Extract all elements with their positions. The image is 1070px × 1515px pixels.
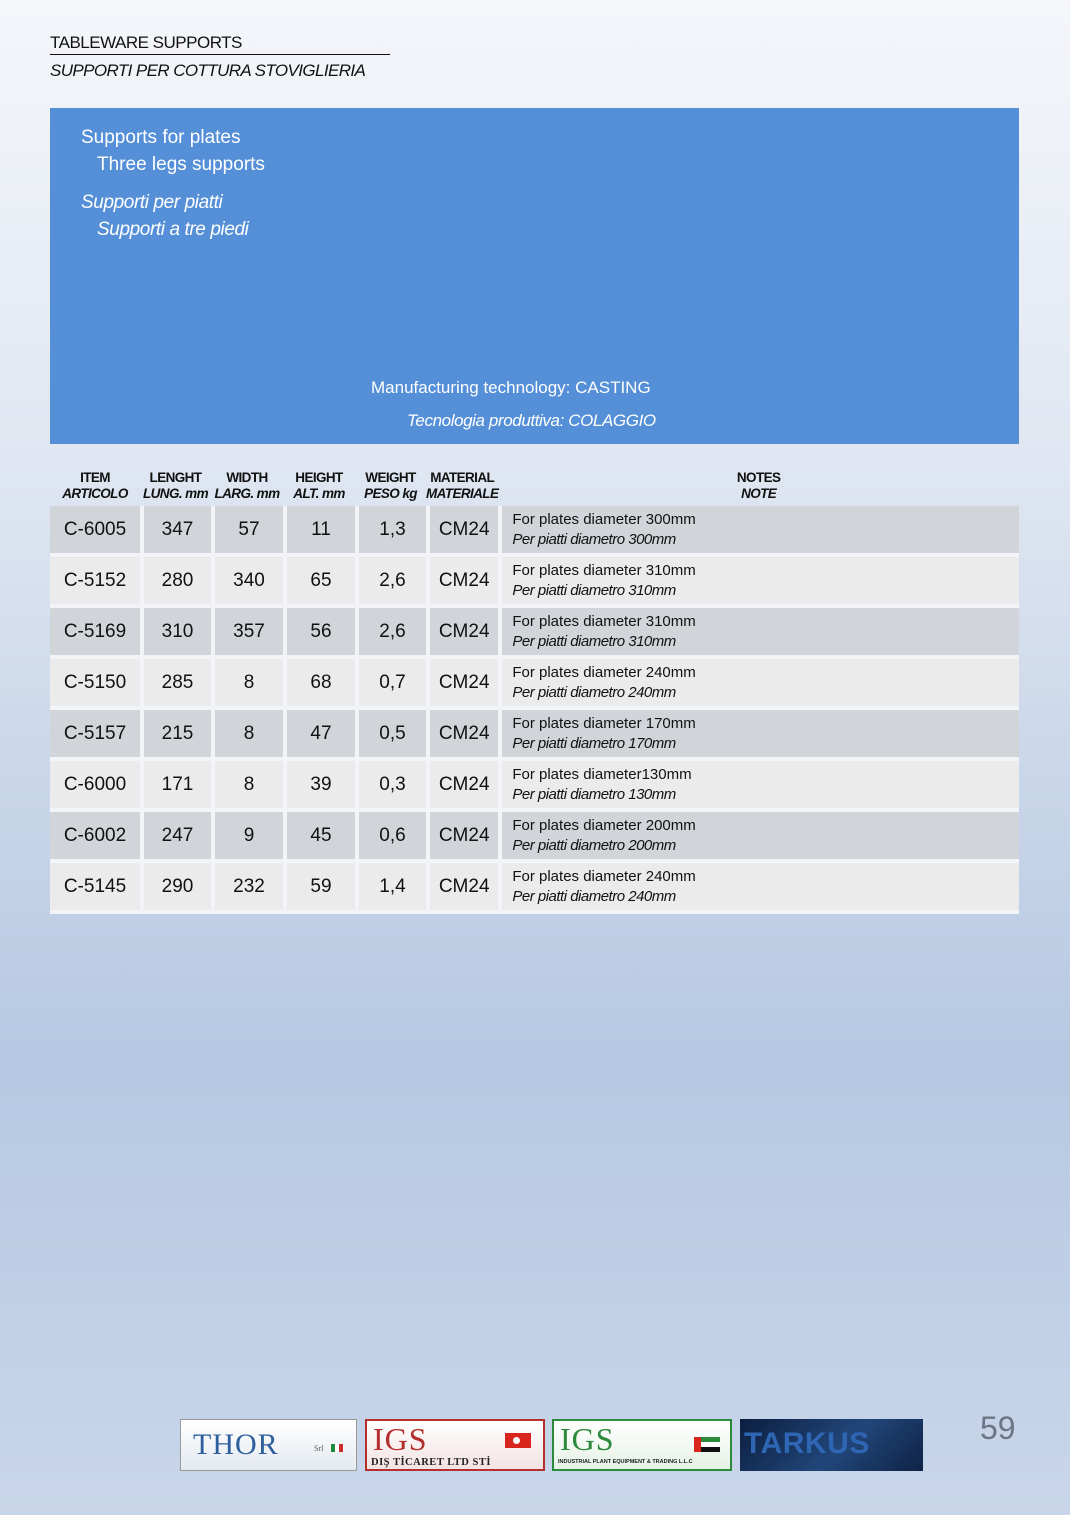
note-en: For plates diameter 240mm [512,867,696,885]
table-header-row [50,468,1019,506]
material-value: CM24 [426,863,498,914]
notes-cell [498,557,1019,608]
table-row [50,608,1019,659]
item-code: C-6000 [50,761,140,812]
column-header-weight: WEIGHT PESO kg [364,470,417,501]
item-code: C-5145 [50,863,140,914]
note-it: Per piatti diametro 240mm [512,683,676,701]
product-banner [50,108,1019,444]
weight-value: 0,3 [355,761,426,812]
height-value: 68 [283,659,355,710]
italy-flag-icon [331,1444,343,1452]
note-en: For plates diameter130mm [512,765,692,783]
length-value: 280 [140,557,211,608]
table-row [50,506,1019,557]
note-it: Per piatti diametro 300mm [512,530,676,548]
height-value: 11 [283,506,355,557]
width-value: 8 [211,761,283,812]
igs-turkey-logo [365,1419,545,1471]
page-subtitle: SUPPORTI PER COTTURA STOVIGLIERIA [50,61,366,80]
height-value: 39 [283,761,355,812]
page-number: 59 [980,1410,1016,1446]
weight-value: 1,3 [355,506,426,557]
igs-turkey-logo-text: IGS [373,1421,428,1457]
note-it: Per piatti diametro 310mm [512,632,676,650]
note-en: For plates diameter 310mm [512,612,696,630]
column-header-height: HEIGHT ALT. mm [293,470,345,501]
igs-uae-logo-text: IGS [560,1421,615,1457]
banner-line-4: Supporti a tre piedi [97,219,249,240]
height-value: 65 [283,557,355,608]
weight-value: 2,6 [355,608,426,659]
turkey-flag-icon [505,1433,531,1448]
width-value: 9 [211,812,283,863]
width-value: 8 [211,710,283,761]
note-en: For plates diameter 200mm [512,816,696,834]
product-table [50,468,1019,914]
length-value: 247 [140,812,211,863]
length-value: 171 [140,761,211,812]
column-header-item: ITEM ARTICOLO [62,470,128,501]
table-row [50,812,1019,863]
notes-cell [498,659,1019,710]
item-code: C-6005 [50,506,140,557]
banner-line-1: Supports for plates [81,127,241,148]
note-en: For plates diameter 300mm [512,510,696,528]
item-code: C-6002 [50,812,140,863]
column-header-length: LENGHT LUNG. mm [143,470,208,501]
table-row [50,863,1019,914]
width-value: 340 [211,557,283,608]
page-title: TABLEWARE SUPPORTS [50,33,390,55]
note-it: Per piatti diametro 170mm [512,734,676,752]
height-value: 45 [283,812,355,863]
height-value: 56 [283,608,355,659]
notes-cell [498,608,1019,659]
note-en: For plates diameter 240mm [512,663,696,681]
material-value: CM24 [426,608,498,659]
manufacturing-technology-en: Manufacturing technology: CASTING [371,378,651,397]
note-it: Per piatti diametro 310mm [512,581,676,599]
width-value: 57 [211,506,283,557]
igs-uae-logo [552,1419,732,1471]
note-it: Per piatti diametro 200mm [512,836,676,854]
column-header-width: WIDTH LARG. mm [214,470,280,501]
material-value: CM24 [426,710,498,761]
thor-logo [180,1419,357,1471]
note-en: For plates diameter 310mm [512,561,696,579]
note-it: Per piatti diametro 240mm [512,887,676,905]
length-value: 347 [140,506,211,557]
material-value: CM24 [426,812,498,863]
weight-value: 0,5 [355,710,426,761]
banner-line-3: Supporti per piatti [81,192,223,213]
item-code: C-5169 [50,608,140,659]
notes-cell [498,761,1019,812]
notes-cell [498,506,1019,557]
igs-uae-logo-subtitle: INDUSTRIAL PLANT EQUIPMENT & TRADING L.L.C [558,1459,693,1465]
length-value: 215 [140,710,211,761]
banner-line-2: Three legs supports [97,154,265,175]
notes-cell [498,710,1019,761]
item-code: C-5150 [50,659,140,710]
weight-value: 0,7 [355,659,426,710]
weight-value: 0,6 [355,812,426,863]
table-row [50,710,1019,761]
notes-cell [498,863,1019,914]
tarkus-logo-text: TARKUS [744,1427,870,1460]
width-value: 8 [211,659,283,710]
length-value: 310 [140,608,211,659]
length-value: 290 [140,863,211,914]
tarkus-logo [740,1419,923,1471]
manufacturing-technology-it: Tecnologia produttiva: COLAGGIO [407,411,656,430]
table-row [50,659,1019,710]
weight-value: 1,4 [355,863,426,914]
material-value: CM24 [426,557,498,608]
column-header-material: MATERIAL MATERIALE [426,470,499,501]
width-value: 232 [211,863,283,914]
uae-flag-icon [694,1437,720,1452]
column-header-notes: NOTES NOTE [736,470,781,501]
material-value: CM24 [426,506,498,557]
length-value: 285 [140,659,211,710]
table-row [50,557,1019,608]
weight-value: 2,6 [355,557,426,608]
height-value: 59 [283,863,355,914]
item-code: C-5157 [50,710,140,761]
thor-logo-text: THOR [193,1428,279,1461]
height-value: 47 [283,710,355,761]
table-row [50,761,1019,812]
thor-logo-suffix: Srl [314,1444,324,1453]
material-value: CM24 [426,761,498,812]
notes-cell [498,812,1019,863]
width-value: 357 [211,608,283,659]
igs-turkey-logo-subtitle: DIŞ TİCARET LTD STİ [371,1457,491,1468]
item-code: C-5152 [50,557,140,608]
material-value: CM24 [426,659,498,710]
note-it: Per piatti diametro 130mm [512,785,676,803]
note-en: For plates diameter 170mm [512,714,696,732]
